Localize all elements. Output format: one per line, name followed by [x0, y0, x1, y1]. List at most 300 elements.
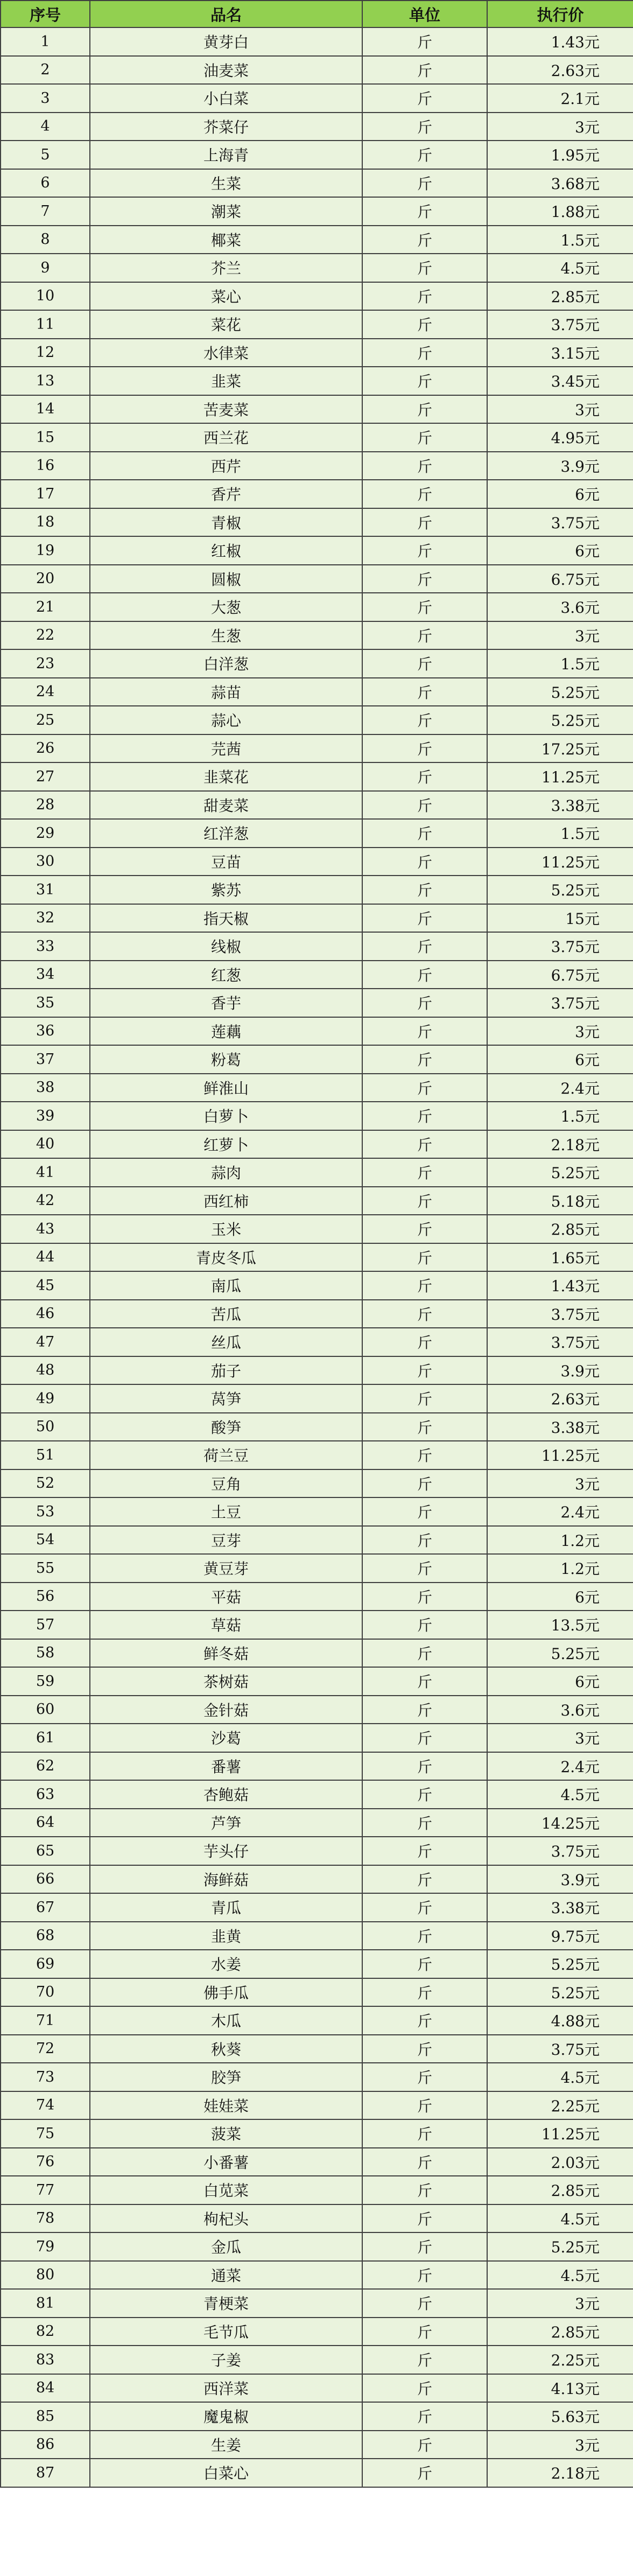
- row-price: 11.25元: [487, 1441, 633, 1469]
- row-item-name: 指天椒: [90, 904, 362, 933]
- table-row: [1, 2459, 633, 2487]
- table-row: [1, 536, 633, 565]
- table-row: [1, 1497, 633, 1526]
- row-price: 3.75元: [487, 310, 633, 339]
- row-seq: 56: [1, 1583, 90, 1611]
- row-price: 5.63元: [487, 2402, 633, 2431]
- row-item-name: 番薯: [90, 1752, 362, 1781]
- row-unit: 斤: [362, 1441, 487, 1469]
- row-unit: 斤: [362, 480, 487, 508]
- row-unit: 斤: [362, 1413, 487, 1441]
- row-item-name: 芫茜: [90, 734, 362, 763]
- row-seq: 30: [1, 848, 90, 876]
- row-unit: 斤: [362, 339, 487, 367]
- table-row: [1, 1328, 633, 1356]
- table-row: [1, 2006, 633, 2035]
- row-unit: 斤: [362, 1271, 487, 1300]
- row-unit: 斤: [362, 1045, 487, 1074]
- table-row: [1, 2431, 633, 2459]
- row-seq: 27: [1, 762, 90, 791]
- table-row: [1, 1696, 633, 1724]
- row-seq: 16: [1, 452, 90, 480]
- row-price: 5.25元: [487, 1158, 633, 1187]
- row-seq: 42: [1, 1187, 90, 1215]
- row-item-name: 白苋菜: [90, 2176, 362, 2204]
- row-seq: 66: [1, 1865, 90, 1894]
- row-unit: 斤: [362, 2035, 487, 2063]
- row-seq: 44: [1, 1243, 90, 1272]
- row-unit: 斤: [362, 1384, 487, 1413]
- row-price: 4.13元: [487, 2374, 633, 2403]
- row-seq: 10: [1, 282, 90, 311]
- row-seq: 79: [1, 2232, 90, 2261]
- table-row: [1, 141, 633, 169]
- row-seq: 74: [1, 2091, 90, 2120]
- table-row: [1, 2346, 633, 2374]
- row-seq: 80: [1, 2261, 90, 2290]
- row-item-name: 秋葵: [90, 2035, 362, 2063]
- row-price: 3.75元: [487, 1837, 633, 1865]
- table-row: [1, 2063, 633, 2091]
- row-price: 2.4元: [487, 1074, 633, 1102]
- row-seq: 55: [1, 1554, 90, 1583]
- table-row: [1, 1215, 633, 1243]
- table-row: [1, 1074, 633, 1102]
- row-item-name: 西芹: [90, 452, 362, 480]
- row-unit: 斤: [362, 1696, 487, 1724]
- row-price: 3元: [487, 1724, 633, 1752]
- table-row: [1, 621, 633, 650]
- row-seq: 29: [1, 819, 90, 848]
- row-price: 6元: [487, 1583, 633, 1611]
- row-price: 1.88元: [487, 197, 633, 226]
- row-unit: 斤: [362, 282, 487, 311]
- row-unit: 斤: [362, 1780, 487, 1809]
- row-seq: 75: [1, 2119, 90, 2148]
- row-unit: 斤: [362, 2459, 487, 2487]
- row-seq: 85: [1, 2402, 90, 2431]
- table-row: [1, 593, 633, 621]
- table-row: [1, 2148, 633, 2176]
- row-item-name: 红葱: [90, 961, 362, 989]
- row-price: 5.25元: [487, 1978, 633, 2007]
- table-row: [1, 1865, 633, 1894]
- row-item-name: 青皮冬瓜: [90, 1243, 362, 1272]
- row-seq: 37: [1, 1045, 90, 1074]
- table-row: [1, 226, 633, 254]
- row-price: 3.75元: [487, 989, 633, 1017]
- row-item-name: 韭黄: [90, 1922, 362, 1950]
- row-seq: 11: [1, 310, 90, 339]
- table-row: [1, 254, 633, 282]
- row-seq: 7: [1, 197, 90, 226]
- table-row: [1, 876, 633, 904]
- row-seq: 3: [1, 84, 90, 113]
- row-unit: 斤: [362, 1865, 487, 1894]
- row-price: 3.75元: [487, 2035, 633, 2063]
- row-unit: 斤: [362, 452, 487, 480]
- row-seq: 67: [1, 1893, 90, 1922]
- header-row: [1, 1, 633, 27]
- row-price: 4.5元: [487, 1780, 633, 1809]
- row-unit: 斤: [362, 1243, 487, 1272]
- table-row: [1, 1158, 633, 1187]
- table-row: [1, 395, 633, 424]
- row-item-name: 青椒: [90, 508, 362, 537]
- row-unit: 斤: [362, 367, 487, 395]
- table-row: [1, 2261, 633, 2290]
- row-unit: 斤: [362, 1187, 487, 1215]
- row-item-name: 白萝卜: [90, 1102, 362, 1130]
- table-row: [1, 27, 633, 56]
- row-seq: 20: [1, 565, 90, 593]
- table-row: [1, 2204, 633, 2233]
- row-seq: 45: [1, 1271, 90, 1300]
- row-seq: 33: [1, 932, 90, 961]
- row-item-name: 粉葛: [90, 1045, 362, 1074]
- row-unit: 斤: [362, 1611, 487, 1639]
- table-row: [1, 1583, 633, 1611]
- row-seq: 61: [1, 1724, 90, 1752]
- row-seq: 82: [1, 2318, 90, 2346]
- row-item-name: 通菜: [90, 2261, 362, 2290]
- row-seq: 86: [1, 2431, 90, 2459]
- row-unit: 斤: [362, 1328, 487, 1356]
- row-seq: 5: [1, 141, 90, 169]
- row-unit: 斤: [362, 819, 487, 848]
- row-item-name: 紫苏: [90, 876, 362, 904]
- row-seq: 78: [1, 2204, 90, 2233]
- row-seq: 14: [1, 395, 90, 424]
- table-row: [1, 367, 633, 395]
- row-unit: 斤: [362, 848, 487, 876]
- row-price: 3.75元: [487, 508, 633, 537]
- row-price: 11.25元: [487, 762, 633, 791]
- table-row: [1, 791, 633, 820]
- row-unit: 斤: [362, 706, 487, 734]
- row-item-name: 生菜: [90, 169, 362, 198]
- row-price: 5.25元: [487, 706, 633, 734]
- row-price: 3.45元: [487, 367, 633, 395]
- row-seq: 77: [1, 2176, 90, 2204]
- row-price: 6元: [487, 1045, 633, 1074]
- row-unit: 斤: [362, 762, 487, 791]
- row-price: 6.75元: [487, 565, 633, 593]
- row-seq: 1: [1, 27, 90, 56]
- row-price: 4.5元: [487, 2063, 633, 2091]
- row-price: 3.75元: [487, 1300, 633, 1328]
- row-unit: 斤: [362, 2374, 487, 2403]
- row-unit: 斤: [362, 27, 487, 56]
- row-price: 5.25元: [487, 1950, 633, 1978]
- row-item-name: 金瓜: [90, 2232, 362, 2261]
- row-price: 3.9元: [487, 1356, 633, 1385]
- row-item-name: 黄豆芽: [90, 1554, 362, 1583]
- row-seq: 31: [1, 876, 90, 904]
- row-item-name: 鲜淮山: [90, 1074, 362, 1102]
- row-item-name: 菜心: [90, 282, 362, 311]
- row-item-name: 生姜: [90, 2431, 362, 2459]
- table-row: [1, 1243, 633, 1272]
- row-seq: 76: [1, 2148, 90, 2176]
- row-seq: 50: [1, 1413, 90, 1441]
- row-price: 2.85元: [487, 282, 633, 311]
- table-row: [1, 2091, 633, 2120]
- row-seq: 35: [1, 989, 90, 1017]
- row-seq: 65: [1, 1837, 90, 1865]
- row-seq: 84: [1, 2374, 90, 2403]
- row-price: 3.6元: [487, 1696, 633, 1724]
- row-item-name: 海鲜菇: [90, 1865, 362, 1894]
- table-row: [1, 2035, 633, 2063]
- table-row: [1, 1950, 633, 1978]
- row-item-name: 潮菜: [90, 197, 362, 226]
- row-seq: 43: [1, 1215, 90, 1243]
- row-unit: 斤: [362, 565, 487, 593]
- row-price: 1.5元: [487, 1102, 633, 1130]
- row-unit: 斤: [362, 791, 487, 820]
- header-price: 执行价: [487, 1, 633, 27]
- row-price: 15元: [487, 904, 633, 933]
- row-item-name: 油麦菜: [90, 56, 362, 85]
- row-price: 14.25元: [487, 1809, 633, 1837]
- row-price: 3.38元: [487, 1413, 633, 1441]
- row-seq: 87: [1, 2459, 90, 2487]
- row-seq: 83: [1, 2346, 90, 2374]
- table-row: [1, 84, 633, 113]
- table-row: [1, 1271, 633, 1300]
- row-item-name: 青瓜: [90, 1893, 362, 1922]
- row-seq: 48: [1, 1356, 90, 1385]
- row-unit: 斤: [362, 2063, 487, 2091]
- header-name: 品名: [90, 1, 362, 27]
- row-unit: 斤: [362, 621, 487, 650]
- row-seq: 9: [1, 254, 90, 282]
- row-seq: 23: [1, 649, 90, 678]
- row-price: 1.2元: [487, 1554, 633, 1583]
- table-row: [1, 2176, 633, 2204]
- row-item-name: 大葱: [90, 593, 362, 621]
- table-row: [1, 113, 633, 141]
- row-item-name: 芋头仔: [90, 1837, 362, 1865]
- row-seq: 41: [1, 1158, 90, 1187]
- row-unit: 斤: [362, 1667, 487, 1696]
- row-seq: 25: [1, 706, 90, 734]
- row-unit: 斤: [362, 1102, 487, 1130]
- row-seq: 19: [1, 536, 90, 565]
- row-item-name: 莲藕: [90, 1017, 362, 1046]
- row-item-name: 韭菜: [90, 367, 362, 395]
- table-row: [1, 1639, 633, 1668]
- row-item-name: 金针菇: [90, 1696, 362, 1724]
- row-unit: 斤: [362, 989, 487, 1017]
- row-seq: 36: [1, 1017, 90, 1046]
- row-item-name: 椰菜: [90, 226, 362, 254]
- table-row: [1, 2374, 633, 2403]
- row-price: 3元: [487, 1017, 633, 1046]
- row-price: 4.5元: [487, 2204, 633, 2233]
- row-item-name: 荷兰豆: [90, 1441, 362, 1469]
- table-body: [1, 27, 633, 2487]
- row-price: 2.4元: [487, 1752, 633, 1781]
- row-unit: 斤: [362, 226, 487, 254]
- row-seq: 52: [1, 1469, 90, 1498]
- table-row: [1, 1978, 633, 2007]
- table-row: [1, 1752, 633, 1781]
- row-item-name: 线椒: [90, 932, 362, 961]
- row-seq: 54: [1, 1526, 90, 1555]
- table-row: [1, 197, 633, 226]
- row-seq: 46: [1, 1300, 90, 1328]
- row-item-name: 芥菜仔: [90, 113, 362, 141]
- row-price: 2.18元: [487, 1130, 633, 1159]
- row-unit: 斤: [362, 197, 487, 226]
- row-price: 3元: [487, 621, 633, 650]
- row-price: 3元: [487, 2289, 633, 2318]
- table-row: [1, 1102, 633, 1130]
- row-unit: 斤: [362, 1752, 487, 1781]
- row-item-name: 娃娃菜: [90, 2091, 362, 2120]
- row-price: 1.5元: [487, 819, 633, 848]
- table-row: [1, 1441, 633, 1469]
- row-unit: 斤: [362, 310, 487, 339]
- row-item-name: 水姜: [90, 1950, 362, 1978]
- table-row: [1, 904, 633, 933]
- row-unit: 斤: [362, 1554, 487, 1583]
- table-row: [1, 1413, 633, 1441]
- row-unit: 斤: [362, 1978, 487, 2007]
- row-unit: 斤: [362, 1130, 487, 1159]
- row-item-name: 小番薯: [90, 2148, 362, 2176]
- row-price: 3.68元: [487, 169, 633, 198]
- row-unit: 斤: [362, 593, 487, 621]
- row-seq: 34: [1, 961, 90, 989]
- row-seq: 68: [1, 1922, 90, 1950]
- row-item-name: 芥兰: [90, 254, 362, 282]
- row-seq: 62: [1, 1752, 90, 1781]
- row-item-name: 苦瓜: [90, 1300, 362, 1328]
- row-item-name: 甜麦菜: [90, 791, 362, 820]
- table-row: [1, 282, 633, 311]
- row-unit: 斤: [362, 904, 487, 933]
- row-unit: 斤: [362, 1469, 487, 1498]
- row-unit: 斤: [362, 254, 487, 282]
- table-row: [1, 1356, 633, 1385]
- row-price: 4.5元: [487, 2261, 633, 2290]
- row-unit: 斤: [362, 1922, 487, 1950]
- table-row: [1, 423, 633, 452]
- row-item-name: 平菇: [90, 1583, 362, 1611]
- row-price: 1.2元: [487, 1526, 633, 1555]
- row-price: 2.63元: [487, 1384, 633, 1413]
- table-row: [1, 848, 633, 876]
- row-unit: 斤: [362, 678, 487, 706]
- table-row: [1, 1780, 633, 1809]
- row-item-name: 红萝卜: [90, 1130, 362, 1159]
- row-price: 2.85元: [487, 1215, 633, 1243]
- row-unit: 斤: [362, 1837, 487, 1865]
- row-price: 9.75元: [487, 1922, 633, 1950]
- row-price: 3元: [487, 1469, 633, 1498]
- row-item-name: 南瓜: [90, 1271, 362, 1300]
- row-item-name: 菠菜: [90, 2119, 362, 2148]
- row-seq: 13: [1, 367, 90, 395]
- row-unit: 斤: [362, 1497, 487, 1526]
- row-seq: 28: [1, 791, 90, 820]
- row-item-name: 蒜肉: [90, 1158, 362, 1187]
- table-row: [1, 2289, 633, 2318]
- row-price: 5.25元: [487, 876, 633, 904]
- table-row: [1, 1526, 633, 1555]
- row-item-name: 木瓜: [90, 2006, 362, 2035]
- row-price: 2.63元: [487, 56, 633, 85]
- row-seq: 6: [1, 169, 90, 198]
- row-unit: 斤: [362, 2204, 487, 2233]
- row-item-name: 酸笋: [90, 1413, 362, 1441]
- row-item-name: 豆角: [90, 1469, 362, 1498]
- row-item-name: 西兰花: [90, 423, 362, 452]
- row-seq: 24: [1, 678, 90, 706]
- row-item-name: 水律菜: [90, 339, 362, 367]
- row-seq: 2: [1, 56, 90, 85]
- table-row: [1, 452, 633, 480]
- row-seq: 22: [1, 621, 90, 650]
- row-price: 2.1元: [487, 84, 633, 113]
- row-seq: 60: [1, 1696, 90, 1724]
- row-price: 2.85元: [487, 2318, 633, 2346]
- row-unit: 斤: [362, 734, 487, 763]
- row-price: 3.9元: [487, 452, 633, 480]
- row-price: 4.88元: [487, 2006, 633, 2035]
- row-price: 3.9元: [487, 1865, 633, 1894]
- row-price: 5.25元: [487, 2232, 633, 2261]
- row-unit: 斤: [362, 2318, 487, 2346]
- row-unit: 斤: [362, 423, 487, 452]
- table-row: [1, 1667, 633, 1696]
- row-unit: 斤: [362, 2119, 487, 2148]
- table-row: [1, 1724, 633, 1752]
- table-row: [1, 169, 633, 198]
- row-seq: 21: [1, 593, 90, 621]
- row-unit: 斤: [362, 2402, 487, 2431]
- row-price: 1.5元: [487, 649, 633, 678]
- row-item-name: 韭菜花: [90, 762, 362, 791]
- row-item-name: 蒜心: [90, 706, 362, 734]
- row-price: 11.25元: [487, 848, 633, 876]
- row-price: 2.4元: [487, 1497, 633, 1526]
- row-price: 5.18元: [487, 1187, 633, 1215]
- table-row: [1, 649, 633, 678]
- row-price: 6.75元: [487, 961, 633, 989]
- row-unit: 斤: [362, 2176, 487, 2204]
- row-seq: 58: [1, 1639, 90, 1668]
- row-unit: 斤: [362, 1526, 487, 1555]
- row-price: 2.03元: [487, 2148, 633, 2176]
- row-item-name: 芦笋: [90, 1809, 362, 1837]
- row-item-name: 蒜苗: [90, 678, 362, 706]
- row-item-name: 豆芽: [90, 1526, 362, 1555]
- row-unit: 斤: [362, 1158, 487, 1187]
- table-row: [1, 339, 633, 367]
- row-unit: 斤: [362, 508, 487, 537]
- row-unit: 斤: [362, 2289, 487, 2318]
- row-unit: 斤: [362, 141, 487, 169]
- row-price: 6元: [487, 1667, 633, 1696]
- row-unit: 斤: [362, 56, 487, 85]
- table-row: [1, 734, 633, 763]
- table-row: [1, 2318, 633, 2346]
- row-unit: 斤: [362, 932, 487, 961]
